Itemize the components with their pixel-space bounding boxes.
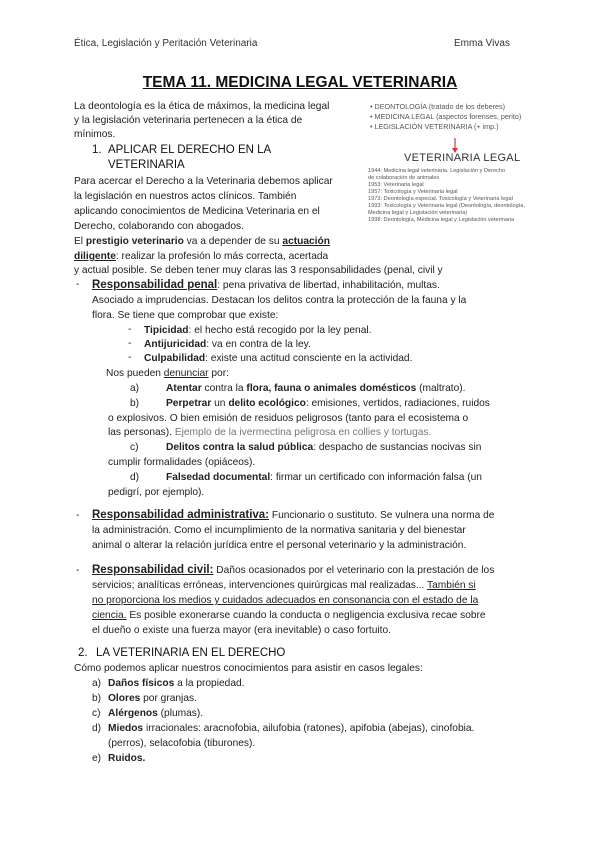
section-2-item: Miedos irracionales: aracnofobia, ailufobia (ratones), apifobia (abejas), cinofobia. bbox=[108, 723, 475, 734]
list-letter: c) bbox=[92, 708, 101, 719]
section-1-para-line: aplicando conocimientos de Medicina Veterinaria en el bbox=[74, 206, 320, 217]
timeline-item: 1953: Veterinaria legal bbox=[368, 182, 424, 188]
penal-line: flora. Se tiene que comprobar que existe: bbox=[92, 310, 279, 321]
denuncia-item-b: Perpetrar un delito ecológico: emisiones, vertidos, radiaciones, ruidos bbox=[166, 398, 490, 409]
list-letter: c) bbox=[130, 442, 139, 453]
section-2-item: Alérgenos (plumas). bbox=[108, 708, 204, 719]
section-2-intro: Cómo podemos aplicar nuestros conocimientos para asistir en casos legales: bbox=[74, 663, 423, 674]
prestigio-line-2: diligente: realizar la profesión lo más correcta, acertada bbox=[74, 251, 329, 262]
bullet-dash: - bbox=[128, 338, 132, 349]
list-letter: a) bbox=[130, 383, 140, 394]
timeline-item: de colaboración de animales bbox=[368, 175, 440, 181]
civil-line: ciencia. Es posible exonerarse cuando la conducta o negligencia exclusiva recae sobre bbox=[92, 610, 486, 621]
bullet-dash: - bbox=[76, 510, 80, 521]
penal-heading: Responsabilidad penal bbox=[92, 279, 218, 291]
denuncia-item-c: Delitos contra la salud pública: despacho de sustancias nocivas sin bbox=[166, 442, 482, 453]
diligente-term: diligente bbox=[74, 251, 116, 262]
list-letter: d) bbox=[92, 723, 102, 734]
figure-timeline-list bbox=[368, 168, 525, 224]
timeline-item: 1957: Toxicología y Veterinaria legal bbox=[368, 189, 458, 195]
ivermectina-example: Ejemplo de la ivermectina peligrosa en collies y tortugas. bbox=[174, 427, 432, 438]
figure-item: • LEGISLACIÓN VETERINARIA (+ imp.) bbox=[370, 122, 499, 131]
denuncia-item-b-line: las personas). Ejemplo de la ivermectina peligrosa en collies y tortugas. bbox=[108, 427, 432, 438]
penal-line: Asociado a imprudencias. Destacan los delitos contra la protección de la fauna y la bbox=[92, 295, 467, 306]
section-2-item: Olores por granjas. bbox=[108, 693, 197, 704]
section-2-item-line: (perros), selacofobia (tiburones). bbox=[108, 738, 256, 749]
prestigio-line-1: El prestigio veterinario va a depender de su actuación bbox=[74, 236, 330, 247]
timeline-item: 1998: Deontología, Medicina legal y Legislación veterinaria bbox=[368, 217, 515, 223]
bullet-dash: - bbox=[76, 279, 80, 290]
header-author: Emma Vivas bbox=[454, 38, 510, 49]
list-letter: e) bbox=[92, 753, 102, 764]
admin-heading: Responsabilidad administrativa: bbox=[92, 509, 270, 521]
admin-line: animal o alterar la relación jurídica entre el personal veterinario y la administración. bbox=[92, 540, 467, 551]
admin-line: la administración. Como el incumplimiento de la normativa sanitaria y del bienestar bbox=[92, 525, 466, 536]
admin-heading-line: Responsabilidad administrativa: Funcionario o sustituto. Se vulnera una norma de bbox=[92, 509, 495, 521]
intro-line-1: La deontología es la ética de máximos, la medicina legal bbox=[74, 101, 330, 112]
section-2-number: 2. bbox=[78, 647, 88, 659]
penal-heading-line: Responsabilidad penal: pena privativa de libertad, inhabilitación, multas. bbox=[92, 279, 440, 291]
denuncia-item-d: Falsedad documental: firmar un certificado con información falsa (un bbox=[166, 472, 482, 483]
figure-title: VETERINARIA LEGAL bbox=[404, 152, 521, 164]
timeline-item: Medicina legal y Legislación veterinaria) bbox=[368, 210, 468, 216]
header-course: Ética, Legislación y Peritación Veterinaria bbox=[74, 38, 258, 49]
figure-top-list bbox=[370, 102, 521, 132]
intro-line-3: mínimos. bbox=[74, 129, 116, 140]
denuncia-item-c-line: cumplir formalidades (opiáceos). bbox=[108, 457, 256, 468]
list-letter: d) bbox=[130, 472, 140, 483]
actuacion-term: actuación bbox=[282, 236, 330, 247]
penal-requirement: Culpabilidad: existe una actitud consciente en la actividad. bbox=[144, 353, 413, 364]
list-letter: a) bbox=[92, 678, 102, 689]
civil-heading: Responsabilidad civil: bbox=[92, 564, 214, 576]
denuncia-item-a: Atentar contra la flora, fauna o animales domésticos (maltrato). bbox=[166, 383, 466, 394]
section-2-item: Daños físicos a la propiedad. bbox=[108, 678, 245, 689]
prestigio-term: prestigio veterinario bbox=[85, 236, 184, 247]
list-letter: b) bbox=[130, 398, 140, 409]
section-1-para-line: Para acercar el Derecho a la Veterinaria debemos aplicar bbox=[74, 176, 333, 187]
section-1-title-line-1: APLICAR EL DERECHO EN LA bbox=[108, 144, 272, 156]
figure-item: • DEONTOLOGÍA (tratado de los deberes) bbox=[370, 102, 506, 111]
timeline-item: 1993: Toxicología y Veterinaria legal (Deontología, deontología, bbox=[368, 203, 525, 209]
civil-heading-line: Responsabilidad civil: Daños ocasionados por el veterinario con la prestación de los bbox=[92, 564, 495, 576]
veterinaria-legal-figure bbox=[366, 102, 536, 242]
bullet-dash: - bbox=[128, 324, 132, 335]
civil-line: no proporciona los medios y cuidados adecuados en consonancia con el estado de la bbox=[92, 595, 479, 606]
denuncia-item-b-line: o explosivos. O bien emisión de residuos peligrosos (tanto para el ecosistema o bbox=[108, 413, 469, 424]
timeline-item: 1973: Deontología especial. Toxicología y Veterinaria legal bbox=[368, 196, 513, 202]
section-1-para-line: Derecho, colaborando con abogados. bbox=[74, 221, 244, 232]
denuncia-item-d-line: pedigrí, por ejemplo). bbox=[108, 487, 205, 498]
figure-item: • MEDICINA LEGAL (aspectos forenses, perito) bbox=[370, 112, 522, 121]
section-2-item: Ruidos. bbox=[108, 753, 146, 764]
bullet-dash: - bbox=[128, 352, 132, 363]
intro-line-2: y la legislación veterinaria pertenecen a la ética de bbox=[74, 115, 303, 126]
civil-line: el dueño o existe una fuerza mayor (era inevitable) o caso fortuito. bbox=[92, 625, 391, 636]
section-2-title: LA VETERINARIA EN EL DERECHO bbox=[96, 647, 286, 659]
section-1-number: 1. bbox=[92, 144, 102, 156]
bullet-dash: - bbox=[76, 565, 80, 576]
penal-requirement: Antijuricidad: va en contra de la ley. bbox=[144, 339, 311, 350]
list-letter: b) bbox=[92, 693, 102, 704]
denunciar-line: Nos pueden denunciar por: bbox=[106, 368, 229, 379]
section-1-title-line-2: VETERINARIA bbox=[108, 159, 185, 171]
section-1-para-line: la legislación en nuestros actos clínicos. También bbox=[74, 191, 297, 202]
page-title: TEMA 11. MEDICINA LEGAL VETERINARIA bbox=[142, 74, 458, 91]
timeline-item: 1944: Medicina legal veterinaria. Legislación y Derecho bbox=[368, 168, 506, 174]
civil-line: servicios; analíticas erróneas, intervenciones quirúrgicas mal realizadas... También si bbox=[92, 580, 476, 591]
prestigio-line-3: y actual posible. Se deben tener muy claras las 3 responsabilidades (penal, civil y bbox=[74, 265, 443, 276]
penal-requirement: Tipicidad: el hecho está recogido por la ley penal. bbox=[144, 325, 372, 336]
